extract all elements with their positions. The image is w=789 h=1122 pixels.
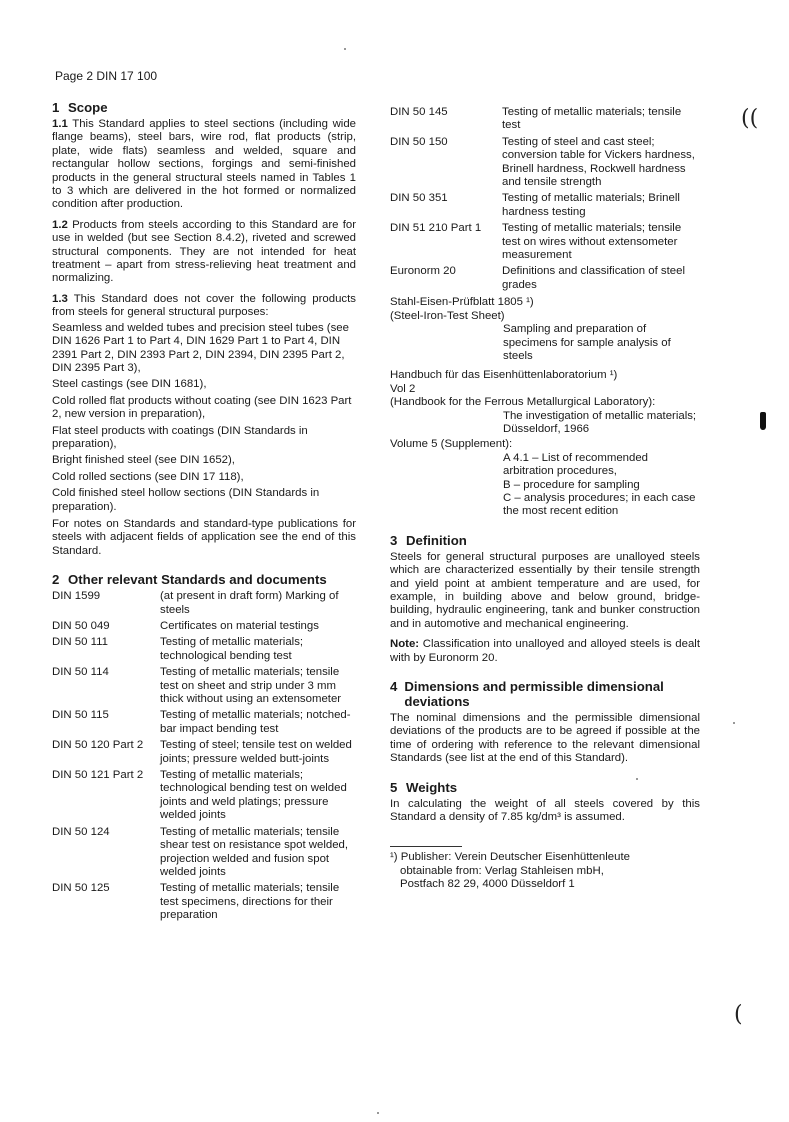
reference-row	[390, 265, 700, 292]
section-number: 5	[390, 779, 398, 795]
footnote-line: obtainable from: Verlag Stahleisen mbH,	[400, 864, 604, 877]
reference-code: DIN 1599	[52, 590, 101, 603]
reference-row	[52, 739, 356, 766]
scan-speck	[377, 1112, 379, 1114]
volume5-label: Volume 5 (Supplement):	[390, 438, 513, 451]
paragraph-number: 1.2	[52, 218, 68, 231]
note-text: Classification into unalloyed and alloyed steels is dealt with by Euronorm 20.	[390, 638, 700, 664]
scan-speck	[636, 778, 638, 780]
reference-code: DIN 50 351	[390, 192, 448, 205]
list-item: Bright finished steel (see DIN 1652),	[52, 454, 235, 467]
section-2-heading	[52, 572, 356, 587]
reference-title: Testing of metallic materials; notched-bar impact bending test	[160, 709, 351, 735]
paragraph-number: 1.3	[52, 292, 68, 305]
reference-code: DIN 50 114	[52, 666, 109, 679]
list-item: Flat steel products with coatings (DIN Standards in preparation),	[52, 424, 308, 450]
reference-row	[52, 636, 356, 663]
volume5-item: A 4.1 – List of recommended arbitration procedures,	[503, 451, 648, 478]
reference-title: Testing of metallic materials; tensile shear test on resistance spot welded, projection welded and fusion spot welded joints	[160, 825, 349, 878]
reference-title: Testing of metallic materials; technological bending test on welded joints and weld platings; pressure welded joints	[160, 769, 347, 822]
reference-title: Testing of metallic materials; tensile test specimens, directions for their preparation	[160, 882, 340, 922]
reference-title: Testing of metallic materials; tensile test on wires without extensometer measurement	[502, 222, 682, 262]
volume5-item: C – analysis procedures; in each case the most recent edition	[503, 491, 696, 518]
section-5-heading	[390, 780, 700, 795]
footnote	[390, 851, 700, 891]
reference-code: DIN 50 121 Part 2	[52, 769, 144, 782]
reference-title: Testing of metallic materials; tensile test	[502, 106, 682, 132]
seb-reference	[390, 296, 700, 363]
dimensions-text: The nominal dimensions and the permissible dimensional deviations of the products are to be agreed if possible at the time of ordering with reference to the relevant dimensional Standards (see list at the end of this Standard).	[390, 712, 700, 765]
list-item: Seamless and welded tubes and precision steel tubes (see DIN 1626 Part 1 to Part 4, DIN 1629 Part 1 to Part 4, DIN 2391 Part 2, DIN 2393 Part 2, DIN 2394, DIN 2395 Part 2, DIN 2395 Part 3),	[52, 321, 349, 374]
reference-row	[390, 192, 700, 219]
list-item: Cold rolled sections (see DIN 17 118),	[52, 470, 244, 483]
footnote-rule	[390, 846, 462, 847]
seb-title: Stahl-Eisen-Prüfblatt 1805 ¹)	[390, 296, 534, 309]
reference-title: Definitions and classification of steel grades	[502, 265, 685, 291]
footnote-line: ¹) Publisher: Verein Deutscher Eisenhüttenleute	[390, 851, 630, 864]
section-title: Dimensions and permissible dimensional deviations	[404, 679, 664, 710]
reference-title: Testing of metallic materials; technological bending test	[160, 636, 304, 662]
handbook-reference	[390, 369, 700, 518]
reference-code: DIN 50 145	[390, 106, 448, 118]
reference-row	[52, 826, 356, 880]
list-item: Cold finished steel hollow sections (DIN Standards in preparation).	[52, 487, 320, 513]
margin-mark-bottom: (	[734, 1002, 743, 1027]
reference-title: Testing of steel and cast steel; conversion table for Vickers hardness, Brinell hardness, Rockwell hardness and tensile strength	[502, 135, 695, 189]
reference-code: DIN 50 120 Part 2	[52, 739, 144, 752]
reference-row	[52, 769, 356, 823]
scan-speck	[733, 722, 735, 724]
reference-row	[52, 709, 356, 736]
reference-code: DIN 50 125	[52, 882, 110, 895]
section-number: 1	[52, 100, 60, 115]
right-column	[390, 106, 700, 892]
reference-code: DIN 50 124	[52, 825, 110, 838]
page-header: Page 2 DIN 17 100	[55, 69, 158, 83]
section-4-heading	[390, 679, 700, 709]
reference-row	[52, 666, 356, 706]
reference-list-left	[52, 590, 356, 922]
reference-title: Testing of metallic materials; Brinell hardness testing	[502, 192, 680, 218]
definition-note	[390, 638, 700, 665]
handbook-subtitle: (Handbook for the Ferrous Metallurgical Laboratory):	[390, 396, 656, 409]
seb-subtitle: (Steel-Iron-Test Sheet)	[390, 309, 505, 322]
section-3-heading	[390, 533, 700, 548]
reference-row	[390, 222, 700, 262]
reference-row	[52, 620, 356, 633]
binding-mark	[760, 412, 766, 430]
paragraph-number: 1.1	[52, 118, 68, 130]
handbook-description: The investigation of metallic materials; Düsseldorf, 1966	[503, 409, 697, 435]
reference-title: Certificates on material testings	[160, 620, 319, 632]
paragraph-text: This Standard applies to steel sections (including wide flange beams), steel bars, wire rod, flat products (strip, plate, wide flats) seamless and welded, square and rectangular hollow sections, forgings and semi-finished products in the general structural steels named in Tables 1 to 3 which are delivered in the hot formed or normalized condition after production.	[52, 118, 356, 211]
note-label: Note:	[390, 638, 420, 651]
reference-row	[390, 106, 700, 133]
section-title: Definition	[406, 532, 467, 548]
section-number: 3	[390, 532, 398, 548]
scan-speck	[344, 48, 346, 50]
section-title: Other relevant Standards and documents	[68, 572, 327, 588]
list-item: Steel castings (see DIN 1681),	[52, 378, 207, 391]
volume5-item: B – procedure for sampling	[503, 478, 640, 491]
section-title: Weights	[406, 779, 458, 795]
section-number: 4	[390, 679, 398, 695]
handbook-volume: Vol 2	[390, 382, 416, 395]
section-title: Scope	[68, 100, 108, 115]
section-1-heading	[52, 100, 356, 115]
margin-mark-top: ((	[741, 106, 759, 131]
paragraph-1-1	[52, 118, 356, 212]
paragraph-text: Products from steels according to this Standard are for use in welded (but see Section 8.4.2), riveted and screwed structural components. They are not intended for heat treatment – apart from stress-relieving heat treatment and normalizing.	[52, 218, 356, 285]
definition-text: Steels for general structural purposes are unalloyed steels which are characterized essentially by their tensile strength and yield point at ambient temperature and are used, for example, in building above and below ground, bridge-building, hydraulic engineering, tank and bunker construction and in automotive and mechanical engineering.	[390, 550, 700, 630]
paragraph-text: This Standard does not cover the following products from steels for general structural purposes:	[52, 292, 356, 319]
exclusion-list	[52, 322, 356, 514]
reference-code: DIN 50 049	[52, 620, 110, 632]
reference-code: Euronorm 20	[390, 265, 456, 278]
reference-row	[52, 882, 356, 922]
section-number: 2	[52, 572, 60, 588]
paragraph-notes: For notes on Standards and standard-type publications for steels with adjacent fields of application see the end of this Standard.	[52, 517, 356, 557]
footnote-line: Postfach 82 29, 4000 Düsseldorf 1	[400, 878, 575, 891]
handbook-title: Handbuch für das Eisenhüttenlaboratorium ¹)	[390, 369, 618, 382]
reference-row	[390, 136, 700, 190]
paragraph-1-3	[52, 293, 356, 320]
seb-description: Sampling and preparation of specimens for sample analysis of steels	[503, 323, 671, 362]
weights-text: In calculating the weight of all steels covered by this Standard a density of 7.85 kg/dm³ is assumed.	[390, 797, 700, 824]
reference-code: DIN 50 150	[390, 135, 448, 148]
reference-code: DIN 51 210 Part 1	[390, 222, 482, 235]
reference-code: DIN 50 111	[52, 636, 108, 649]
list-item: Cold rolled flat products without coating (see DIN 1623 Part 2, new version in preparation),	[52, 394, 352, 421]
left-column	[52, 100, 356, 926]
reference-list-right	[390, 106, 700, 292]
reference-title: Testing of metallic materials; tensile test on sheet and strip under 3 mm thick without using an extensometer	[160, 666, 342, 706]
reference-code: DIN 50 115	[52, 709, 109, 722]
paragraph-1-2	[52, 219, 356, 286]
reference-row	[52, 590, 356, 617]
reference-title: Testing of steel; tensile test on welded joints; pressure welded butt-joints	[160, 739, 352, 765]
reference-title: (at present in draft form) Marking of steels	[160, 590, 339, 616]
